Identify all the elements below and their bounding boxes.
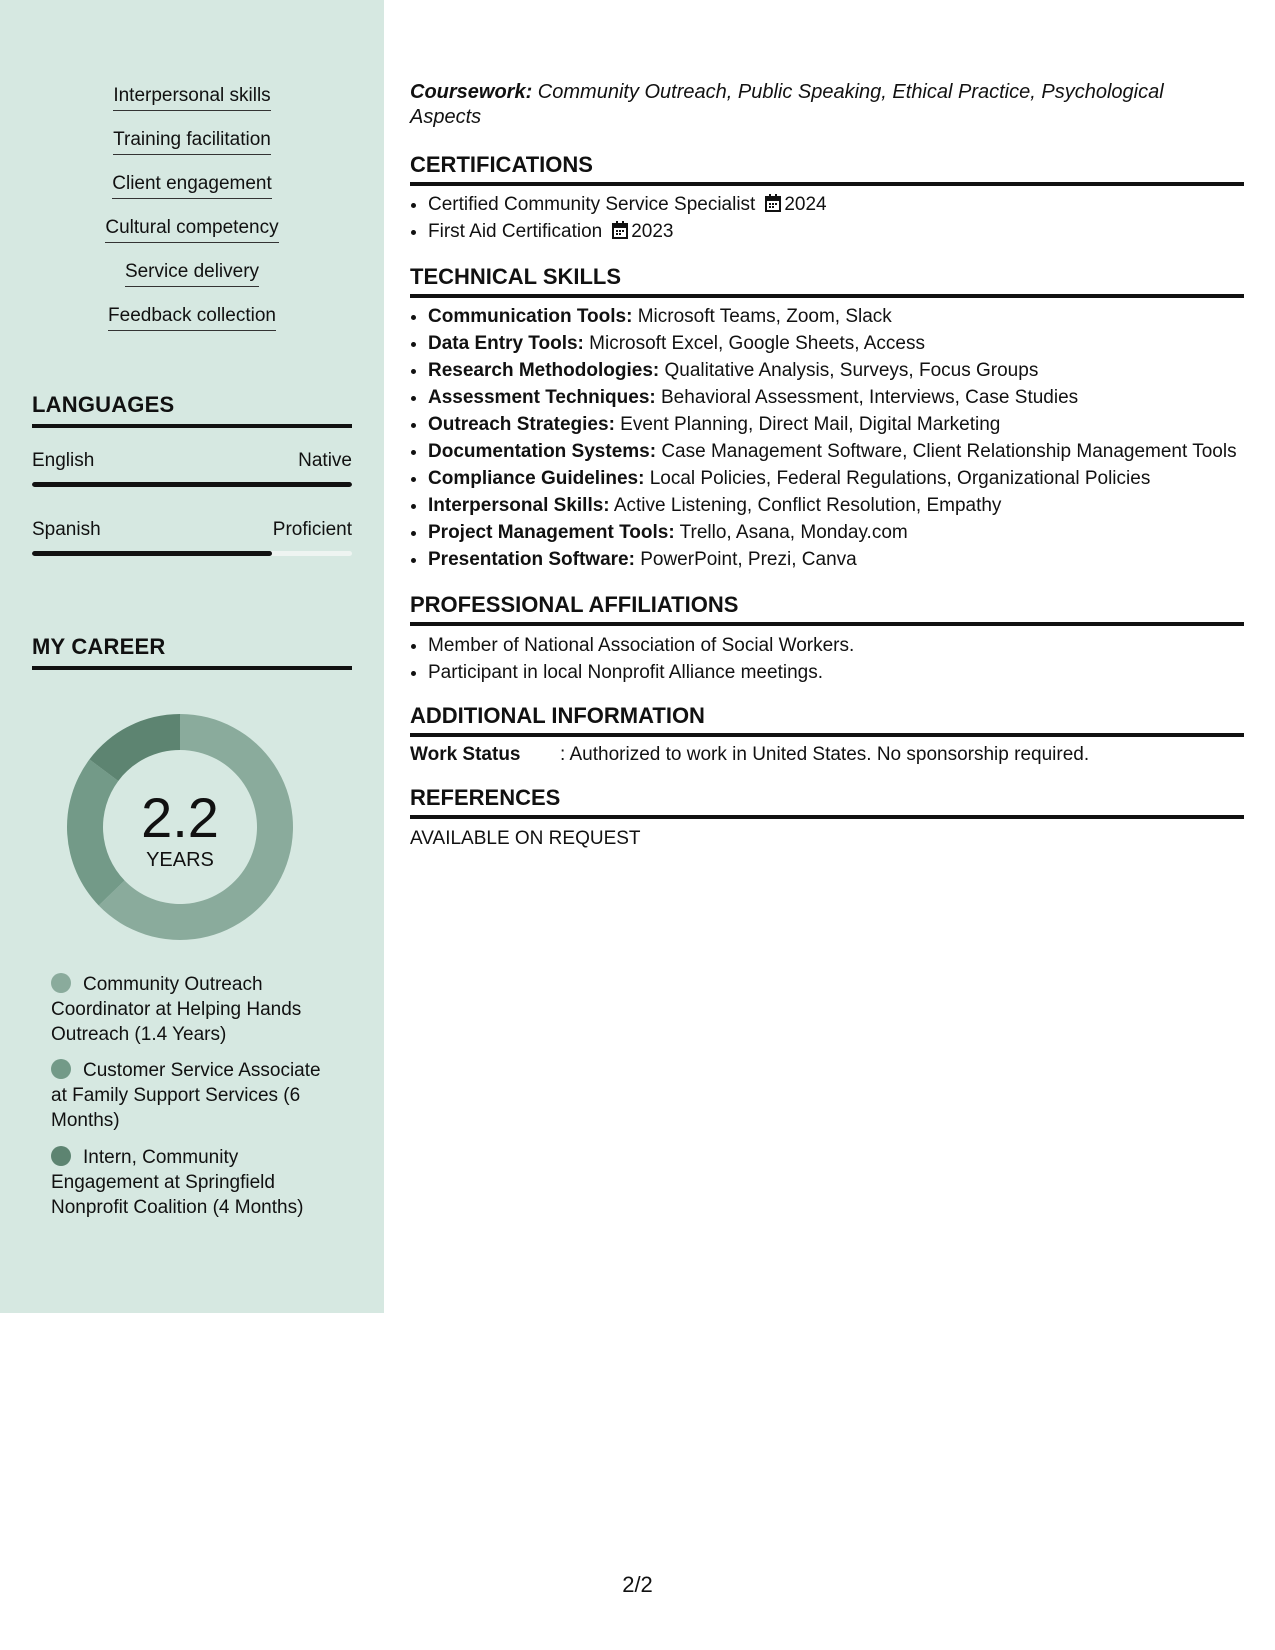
skill-label: Project Management Tools:: [428, 522, 675, 543]
affiliation-item: • Member of National Association of Social Workers.: [428, 632, 1244, 659]
certification-year: 2024: [784, 194, 827, 215]
skill-label: Interpersonal Skills:: [428, 495, 610, 516]
skill-value: Qualitative Analysis, Surveys, Focus Groups: [659, 360, 1039, 381]
skill-label: Data Entry Tools:: [428, 333, 584, 354]
coursework: [410, 80, 1230, 130]
skill-value: Behavioral Assessment, Interviews, Case Studies: [655, 387, 1079, 408]
legend-label: Community Outreach Coordinator at Helping Hands Outreach (1.4 Years): [51, 974, 302, 1045]
calendar-icon: [765, 194, 781, 212]
skill-item: Training facilitation: [113, 128, 271, 155]
coursework-text: Community Outreach, Public Speaking, Ethical Practice, Psychological Aspects: [410, 81, 1164, 128]
skill-value: Local Policies, Federal Regulations, Organizational Policies: [644, 468, 1151, 489]
skill-label: Outreach Strategies:: [428, 414, 615, 435]
technical-skill-item: [428, 546, 1244, 573]
technical-skill-item: [428, 465, 1244, 492]
career-legend-item: [51, 972, 331, 1047]
language-bar-fill: [32, 482, 352, 487]
legend-dot: [51, 973, 71, 993]
career-legend-item: [51, 1145, 331, 1220]
skill-item: Interpersonal skills: [113, 84, 270, 111]
references-heading: REFERENCES: [410, 785, 1244, 819]
language-bar: [32, 551, 352, 556]
technical-skill-item: [428, 384, 1244, 411]
technical-skill-item: [428, 357, 1244, 384]
language-bar: [32, 482, 352, 487]
skill-item: Service delivery: [125, 260, 259, 287]
certifications-list: [410, 191, 1244, 245]
certifications-heading: CERTIFICATIONS: [410, 152, 1244, 186]
coursework-label: Coursework:: [410, 81, 533, 103]
language-level: Proficient: [272, 519, 352, 540]
legend-label: Intern, Community Engagement at Springfield Nonprofit Coalition (4 Months): [51, 1147, 304, 1218]
career-donut-chart: [64, 711, 296, 943]
certification-item: [428, 191, 1244, 218]
skill-label: Communication Tools:: [428, 306, 633, 327]
work-status-label: Work Status: [410, 744, 521, 765]
career-legend-item: [51, 1058, 331, 1133]
technical-skills-list: [410, 303, 1244, 573]
certification-name: First Aid Certification: [428, 221, 603, 242]
career-total-value: 2.2: [141, 786, 219, 849]
skill-value: Microsoft Excel, Google Sheets, Access: [583, 333, 925, 354]
certification-year: 2023: [631, 221, 674, 242]
language-name: Spanish: [32, 519, 101, 540]
career-heading: MY CAREER: [32, 634, 352, 670]
skill-value: Trello, Asana, Monday.com: [674, 522, 908, 543]
skill-label: Compliance Guidelines:: [428, 468, 645, 489]
technical-skill-item: [428, 303, 1244, 330]
technical-skill-item: [428, 330, 1244, 357]
references-text: AVAILABLE ON REQUEST: [410, 828, 641, 849]
skill-label: Presentation Software:: [428, 549, 635, 570]
language-name: English: [32, 450, 95, 471]
skill-value: Active Listening, Conflict Resolution, Empathy: [609, 495, 1002, 516]
technical-skill-item: [428, 519, 1244, 546]
legend-label: Customer Service Associate at Family Support Services (6 Months): [51, 1060, 321, 1131]
legend-dot: [51, 1059, 71, 1079]
work-status: [410, 744, 1089, 766]
legend-dot: [51, 1146, 71, 1166]
skill-item: Client engagement: [112, 172, 272, 199]
certification-item: [428, 218, 1244, 245]
skill-list: [0, 84, 384, 348]
skill-item: Feedback collection: [108, 304, 276, 331]
language-level: Native: [298, 450, 352, 471]
technical-skills-heading: TECHNICAL SKILLS: [410, 264, 1244, 298]
additional-info-heading: ADDITIONAL INFORMATION: [410, 703, 1244, 737]
affiliations-list: [410, 632, 1244, 686]
calendar-icon: [612, 221, 628, 239]
skill-value: PowerPoint, Prezi, Canva: [634, 549, 857, 570]
skill-item: Cultural competency: [105, 216, 278, 243]
work-status-value: : Authorized to work in United States. No sponsorship required.: [560, 744, 1090, 765]
skill-value: Microsoft Teams, Zoom, Slack: [632, 306, 892, 327]
languages-heading: LANGUAGES: [32, 392, 352, 428]
language-bar-fill: [32, 551, 272, 556]
page-number: 2/2: [622, 1572, 653, 1597]
certification-name: Certified Community Service Specialist: [428, 194, 756, 215]
career-total-unit: YEARS: [146, 849, 214, 871]
technical-skill-item: [428, 438, 1244, 465]
donut-slice: [67, 759, 125, 905]
technical-skill-item: [428, 411, 1244, 438]
affiliation-item: • Participant in local Nonprofit Alliance meetings.: [428, 659, 1244, 686]
skill-value: Case Management Software, Client Relationship Management Tools: [656, 441, 1237, 462]
language-spanish: [32, 519, 352, 556]
skill-label: Research Methodologies:: [428, 360, 660, 381]
affiliations-heading: PROFESSIONAL AFFILIATIONS: [410, 592, 1244, 626]
skill-value: Event Planning, Direct Mail, Digital Marketing: [614, 414, 1001, 435]
technical-skill-item: [428, 492, 1244, 519]
sidebar: [0, 0, 384, 1313]
language-english: [32, 450, 352, 487]
skill-label: Documentation Systems:: [428, 441, 657, 462]
skill-label: Assessment Techniques:: [428, 387, 656, 408]
